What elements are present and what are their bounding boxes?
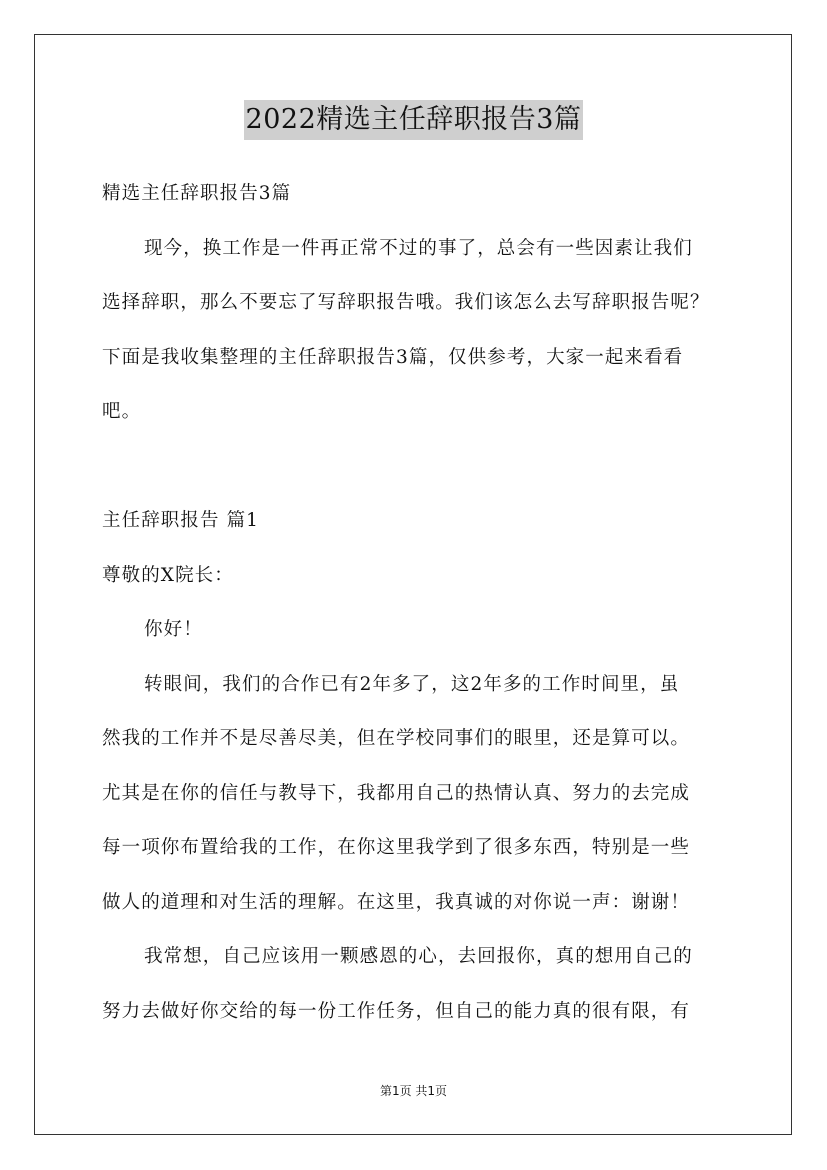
greeting: 你好！ [144, 619, 203, 640]
document-title: 2022精选主任辞职报告3篇 [244, 100, 584, 140]
paragraph-line: 每一项你布置给我的工作，在你这里我学到了很多东西，特别是一些 [102, 837, 691, 858]
paragraph-line: 转眼间，我们的合作已有2年多了，这2年多的工作时间里，虽 [144, 674, 680, 695]
paragraph-line: 现今，换工作是一件再正常不过的事了，总会有一些因素让我们 [144, 238, 693, 259]
page-footer: 第1页 共1页 [379, 1084, 448, 1098]
paragraph-line: 然我的工作并不是尽善尽美，但在学校同事们的眼里，还是算可以。 [102, 728, 691, 749]
section-heading: 主任辞职报告 篇1 [102, 510, 260, 531]
salutation: 尊敬的X院长： [102, 565, 234, 586]
paragraph-line: 我常想，自己应该用一颗感恩的心，去回报你，真的想用自己的 [144, 946, 693, 967]
paragraph-line: 下面是我收集整理的主任辞职报告3篇，仅供参考，大家一起来看看 [102, 347, 684, 368]
subtitle-line: 精选主任辞职报告3篇 [102, 183, 292, 204]
paragraph-line: 做人的道理和对生活的理解。在这里，我真诚的对你说一声：谢谢！ [102, 892, 691, 913]
paragraph-line: 尤其是在你的信任与教导下，我都用自己的热情认真、努力的去完成 [102, 783, 691, 804]
paragraph-line: 努力去做好你交给的每一份工作任务，但自己的能力真的很有限，有 [102, 1001, 691, 1022]
paragraph-line: 选择辞职，那么不要忘了写辞职报告哦。我们该怎么去写辞职报告呢？ [102, 292, 710, 313]
title-container [0, 100, 827, 140]
paragraph-line: 吧。 [102, 401, 142, 422]
